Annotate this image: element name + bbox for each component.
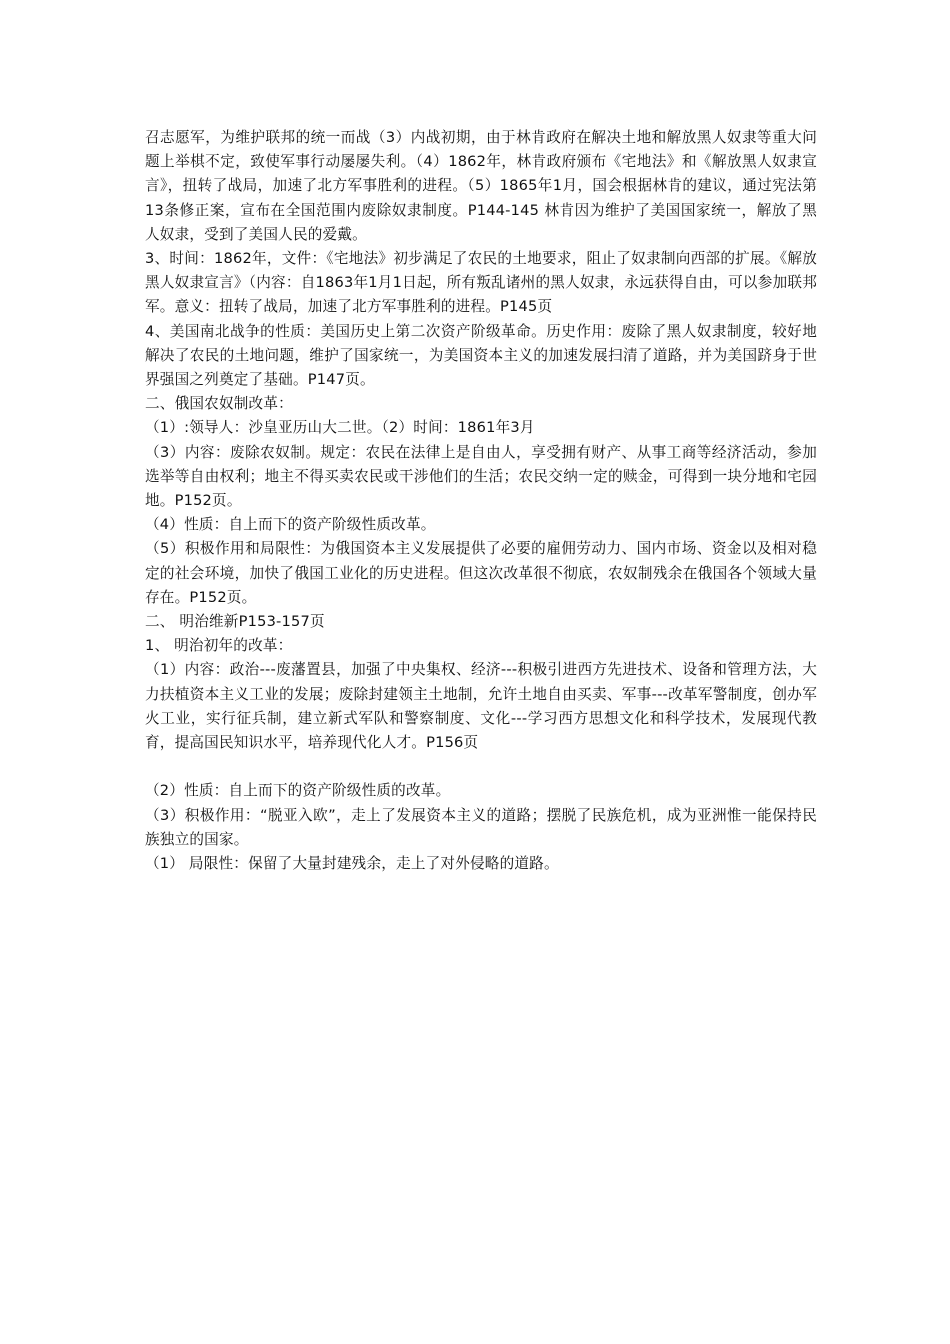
paragraph-meiji-positive: （3）积极作用：“脱亚入欧”，走上了发展资本主义的道路；摆脱了民族危机，成为亚洲惟一能保持民族独立的国家。 — [145, 806, 817, 848]
paragraph-reform-nature: （4）性质：自上而下的资产阶级性质改革。 — [145, 516, 436, 534]
paragraph-homestead-act: 3、时间：1862年，文件：《宅地法》初步满足了农民的土地要求，阻止了奴隶制向西部的扩展。《解放黑人奴隶宣言》（内容：自1863年1月1日起，所有叛乱诸州的黑人奴隶，永远获得自由，可以参加联邦军。意义：扭转了战局，加速了北方军事胜利的进程。P145页 — [145, 250, 817, 316]
paragraph-reform-effects: （5）积极作用和局限性：为俄国资本主义发展提供了必要的雇佣劳动力、国内市场、资金以及相对稳定的社会环境，加快了俄国工业化的历史进程。但这次改革很不彻底，农奴制残余在俄国各个领域大量存在。P152页。 — [145, 540, 817, 606]
paragraph-reform-leader: （1）:领导人：沙皇亚历山大二世。（2）时间：1861年3月 — [145, 419, 535, 437]
document-body — [145, 126, 817, 876]
heading-meiji-restoration: 二、 明治维新P153-157页 — [145, 613, 325, 631]
blank-line — [145, 755, 817, 779]
paragraph-reform-content: （3）内容：废除农奴制。规定：农民在法律上是自由人，享受拥有财产、从事工商等经济活动，参加选举等自由权利；地主不得买卖农民或干涉他们的生活；农民交纳一定的赎金，可得到一块分地和宅园地。P152页。 — [145, 443, 817, 510]
paragraph-civil-war-nature: 4、美国南北战争的性质：美国历史上第二次资产阶级革命。历史作用：废除了黑人奴隶制度，较好地解决了农民的土地问题，维护了国家统一，为美国资本主义的加速发展扫清了道路，并为美国跻身于世界强国之列奠定了基础。P147页。 — [145, 322, 817, 389]
heading-early-meiji-reforms: 1、 明治初年的改革： — [145, 637, 293, 655]
heading-russian-serf-reform: 二、俄国农奴制改革： — [145, 395, 293, 413]
paragraph-civil-war-progress: 召志愿军，为维护联邦的统一而战（3）内战初期，由于林肯政府在解决土地和解放黑人奴隶等重大问题上举棋不定，致使军事行动屡屡失利。（4）1862年，林肯政府颁布《宅地法》和《解放黑人奴隶宣言》，扭转了战局，加速了北方军事胜利的进程。（5）1865年1月，国会根据林肯的建议，通过宪法第13条修正案，宣布在全国范围内废除奴隶制度。P144-145 林肯因为维护了美国国家统一，解放了黑人奴隶，受到了美国人民的爱戴。 — [145, 129, 817, 243]
paragraph-meiji-nature: （2）性质：自上而下的资产阶级性质的改革。 — [145, 782, 451, 800]
paragraph-meiji-limitations: （1） 局限性：保留了大量封建残余，走上了对外侵略的道路。 — [145, 855, 559, 873]
paragraph-meiji-content: （1）内容：政治---废藩置县，加强了中央集权、经济---积极引进西方先进技术、设备和管理方法，大力扶植资本主义工业的发展；废除封建领主土地制，允许土地自由买卖、军事---改革军警制度，创办军火工业，实行征兵制，建立新式军队和警察制度、文化---学习西方思想文化和科学技术，发展现代教育，提高国民知识水平，培养现代化人才。P156页 — [145, 661, 817, 752]
